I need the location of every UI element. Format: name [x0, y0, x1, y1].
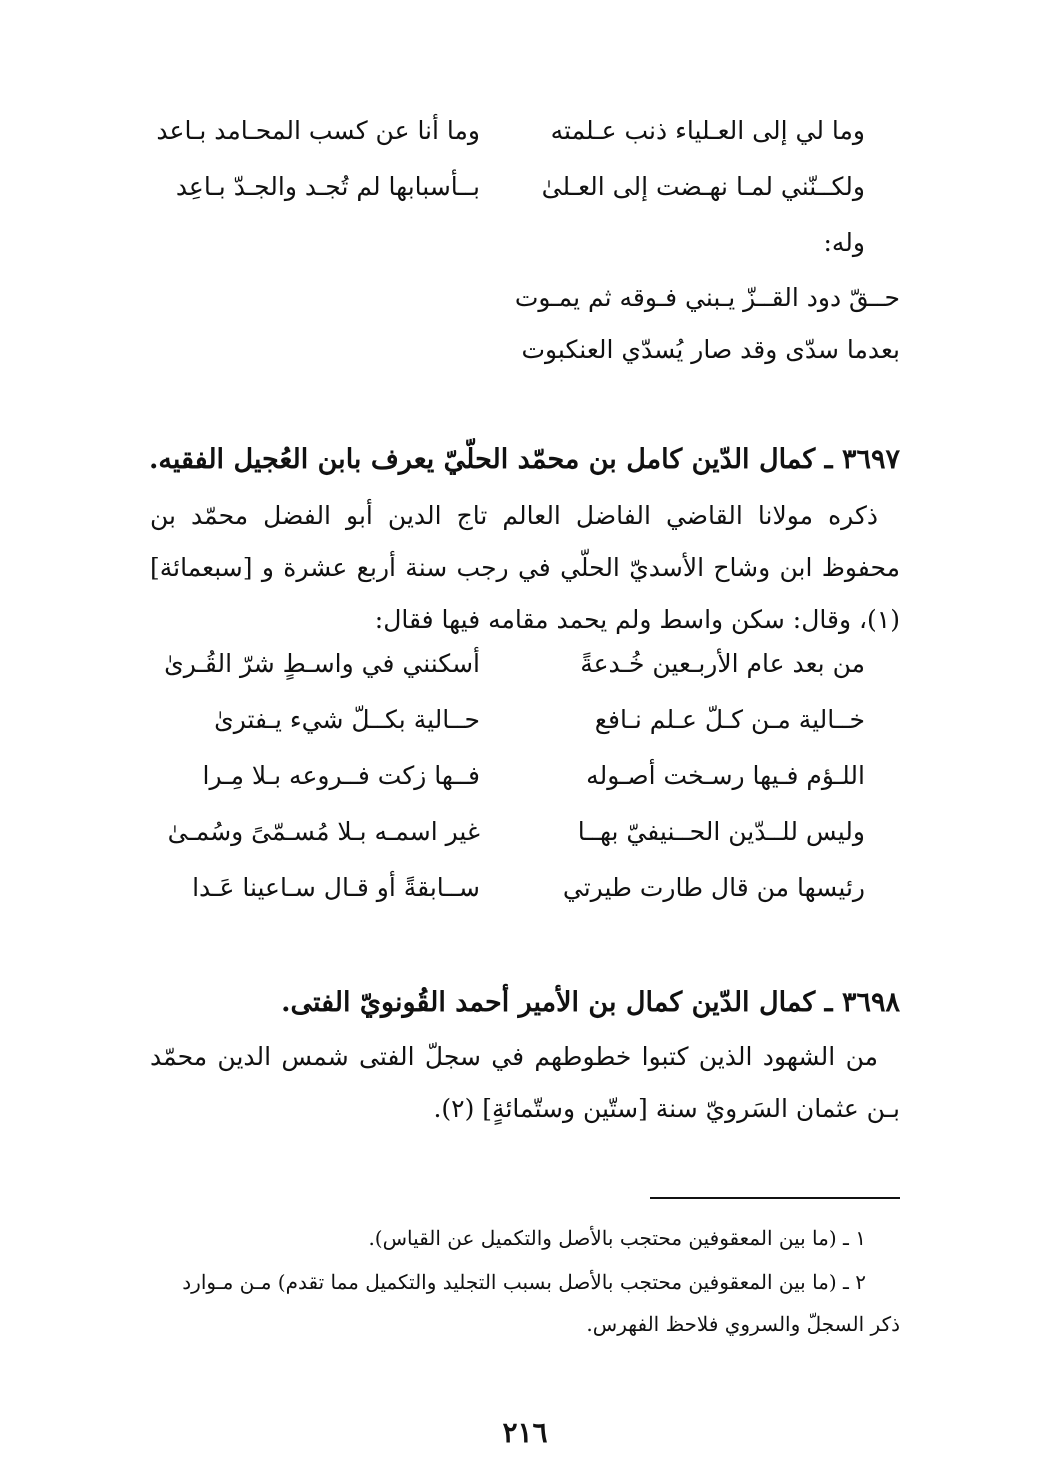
verse-row [150, 103, 900, 159]
short-poem-line: حــقّ دود القــزّ يـبني فـوقه ثم يمـوت [514, 283, 900, 312]
verse-row [150, 692, 900, 748]
footnote-text: ١ ـ (ما بين المعقوفين محتجب بالأصل والتكميل عن القياس). [368, 1226, 866, 1250]
verse-row [150, 636, 900, 692]
page-number: ٢١٦ [502, 1416, 548, 1449]
entry-paragraph-3698 [150, 1031, 900, 1135]
short-poem-line: بعدما سدّى وقد صار يُسدّي العنكبوت [521, 335, 900, 364]
verse-row [150, 804, 900, 860]
verse-first-hemistich: ولكــنّني لمـا نهـضت إلى العـلىٰ [541, 172, 865, 201]
footnote-text: ٢ ـ (ما بين المعقوفين محتجب بالأصل بسبب التجليد والتكميل مما تقدم) مـن مـوارد [182, 1270, 866, 1294]
entry-paragraph-3697 [150, 490, 900, 646]
footnote-1 [150, 1218, 900, 1258]
footnote-2-continuation: ذكر السجلّ والسروي فلاحظ الفهرس. [586, 1312, 900, 1336]
verse-first-hemistich: وما لي إلى العـلياء ذنب عـلمته [550, 116, 865, 145]
verse-first-hemistich: من بعد عام الأربـعين خُـدعةً [580, 649, 865, 678]
verse-second-hemistich: حــالية بكــلّ شيء يـفترىٰ [214, 705, 480, 734]
verse-second-hemistich: وما أنا عن كسب المحـامد بـاعد [156, 116, 480, 145]
verse-first-hemistich: رئيسها من قال طارت طيرتي [562, 873, 865, 902]
verse-first-hemistich: اللـؤم فـيها رسـخت أصـوله [586, 761, 865, 790]
footnote-separator [650, 1197, 900, 1199]
entry-paragraph-text: من الشهود الذين كتبوا خطوطهم في سجلّ الفتى شمس الدين محمّد بـن عثمان السَرويّ سنة [ستّين وستّمائةٍ] (٢). [150, 1042, 900, 1123]
verse-first-hemistich: وليس للــدّين الحــنيفيّ بهــا [577, 817, 865, 846]
verse-second-hemistich: أسكنني في واسـطٍ شرّ القُـرىٰ [164, 649, 480, 678]
entry-paragraph-text: ذكره مولانا القاضي الفاضل العالم تاج الدين أبو الفضل محمّد بن محفوظ ابن وشاح الأسديّ الحلّي في رجب سنة أربع عشرة و [سبعمائة] (١)، وقال: سكن واسط ولم يحمد مقامه فيها فقال: [150, 501, 900, 634]
entry-heading-3698: ٣٦٩٨ ـ كمال الدّين كمال بن الأمير أحمد القُونويّ الفتى. [281, 987, 900, 1018]
verse-second-hemistich: بــأسبابها لم تُجـد والجـدّ بـاعِد [175, 172, 480, 201]
wa-lahu-label: وله: [823, 228, 865, 257]
verse-second-hemistich: فــها زكت فــروعه بـلا مِـرا [202, 761, 480, 790]
verse-first-hemistich: خــالية مـن كـلّ عـلم نـافع [594, 705, 865, 734]
footnote-2 [150, 1262, 900, 1302]
verse-row [150, 860, 900, 916]
verse-second-hemistich: ســابقةً أو قـال سـاعينا عَـدا [192, 873, 480, 902]
verse-second-hemistich: غير اسمـه بـلا مُسـمّىً وسُمـىٰ [167, 817, 480, 846]
verse-row [150, 748, 900, 804]
entry-heading-3697: ٣٦٩٧ ـ كمال الدّين كامل بن محمّد الحلّيّ يعرف بابن العُجيل الفقيه. [148, 444, 900, 475]
verse-row [150, 159, 900, 215]
